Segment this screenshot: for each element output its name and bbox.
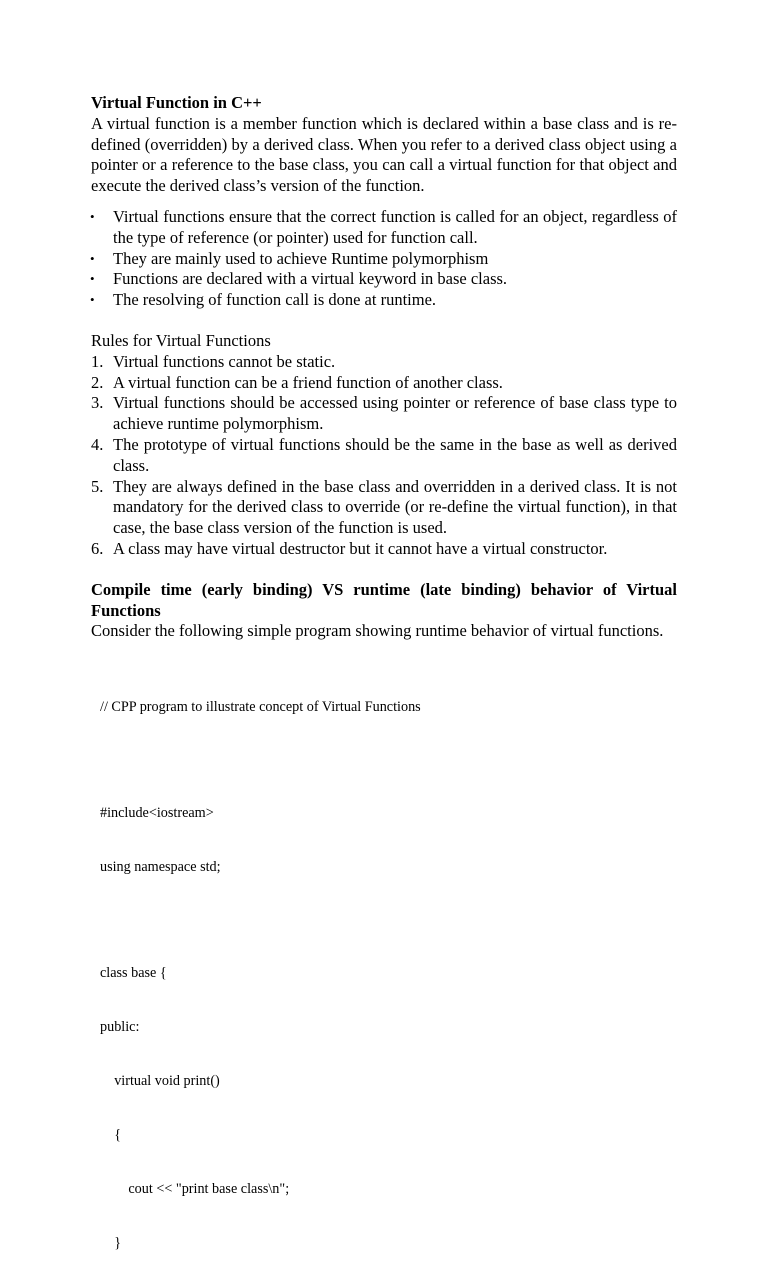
list-item — [91, 290, 677, 311]
code-line: public: — [100, 1019, 140, 1036]
list-item — [91, 269, 677, 290]
rules-list — [91, 352, 677, 560]
list-item — [91, 373, 677, 394]
document-page — [91, 93, 677, 1288]
list-item — [91, 539, 677, 560]
list-item-text: The resolving of function call is done at runtime. — [113, 290, 437, 310]
bullet-icon: • — [90, 292, 95, 308]
list-item-text: A virtual function can be a friend function of another class. — [113, 372, 503, 392]
bullet-icon: • — [90, 271, 95, 287]
code-line: class base { — [100, 965, 167, 982]
code-line — [100, 752, 677, 768]
intro-paragraph: A virtual function is a member function which is declared within a base class and is re-defined (overridden) by a derived class. When you refer to a derived class object using a pointer or a reference to the base class, you can call a virtual function for that object and execute the derived class’s version of the function. — [91, 113, 677, 196]
list-number: 3. — [91, 393, 104, 413]
list-item-text: They are mainly used to achieve Runtime polymorphism — [113, 248, 489, 268]
list-number: 1. — [91, 351, 104, 371]
section-intro-paragraph: Consider the following simple program showing runtime behavior of virtual functions. — [91, 621, 664, 641]
list-item-text: Virtual functions ensure that the correct function is called for an object, regardless of the type of reference (or pointer) used for function call. — [113, 206, 677, 247]
list-item — [91, 249, 677, 270]
list-item — [91, 393, 677, 435]
binding-section — [91, 580, 677, 642]
code-line: using namespace std; — [100, 859, 221, 876]
feature-bullet-list — [91, 207, 677, 311]
list-item — [91, 352, 677, 373]
list-item-text: The prototype of virtual functions should be the same in the base as well as derived class. — [113, 434, 677, 475]
page-title: Virtual Function in C++ — [91, 93, 262, 112]
rules-title: Rules for Virtual Functions — [91, 330, 271, 350]
code-line: } — [100, 1235, 121, 1252]
section-heading: Compile time (early binding) VS runtime (late binding) behavior of Virtual Functions — [91, 579, 677, 620]
list-number: 4. — [91, 434, 104, 454]
list-number: 2. — [91, 372, 104, 392]
code-line — [100, 912, 677, 928]
code-line: cout << "print base class\n"; — [100, 1181, 290, 1198]
list-item-text: They are always defined in the base class and overridden in a derived class. It is not mandatory for the derived class to override (or re-define the virtual function), in that case, the base class version of the function is used. — [113, 476, 677, 538]
bullet-icon: • — [90, 208, 95, 224]
list-number: 5. — [91, 476, 104, 496]
code-line: // CPP program to illustrate concept of Virtual Functions — [100, 699, 421, 716]
code-line: #include<iostream> — [100, 805, 214, 822]
list-item-text: A class may have virtual destructor but it cannot have a virtual constructor. — [113, 538, 608, 558]
list-item-text: Functions are declared with a virtual keyword in base class. — [113, 269, 508, 289]
list-number: 6. — [91, 538, 104, 558]
bullet-icon: • — [90, 250, 95, 266]
list-item — [91, 207, 677, 249]
list-item-text: Virtual functions should be accessed using pointer or reference of base class type to achieve runtime polymorphism. — [113, 393, 677, 434]
list-item — [91, 435, 677, 477]
code-line: { — [100, 1127, 121, 1144]
list-item — [91, 477, 677, 539]
code-block — [100, 662, 677, 1288]
list-item-text: Virtual functions cannot be static. — [113, 351, 336, 371]
code-line: virtual void print() — [100, 1073, 220, 1090]
